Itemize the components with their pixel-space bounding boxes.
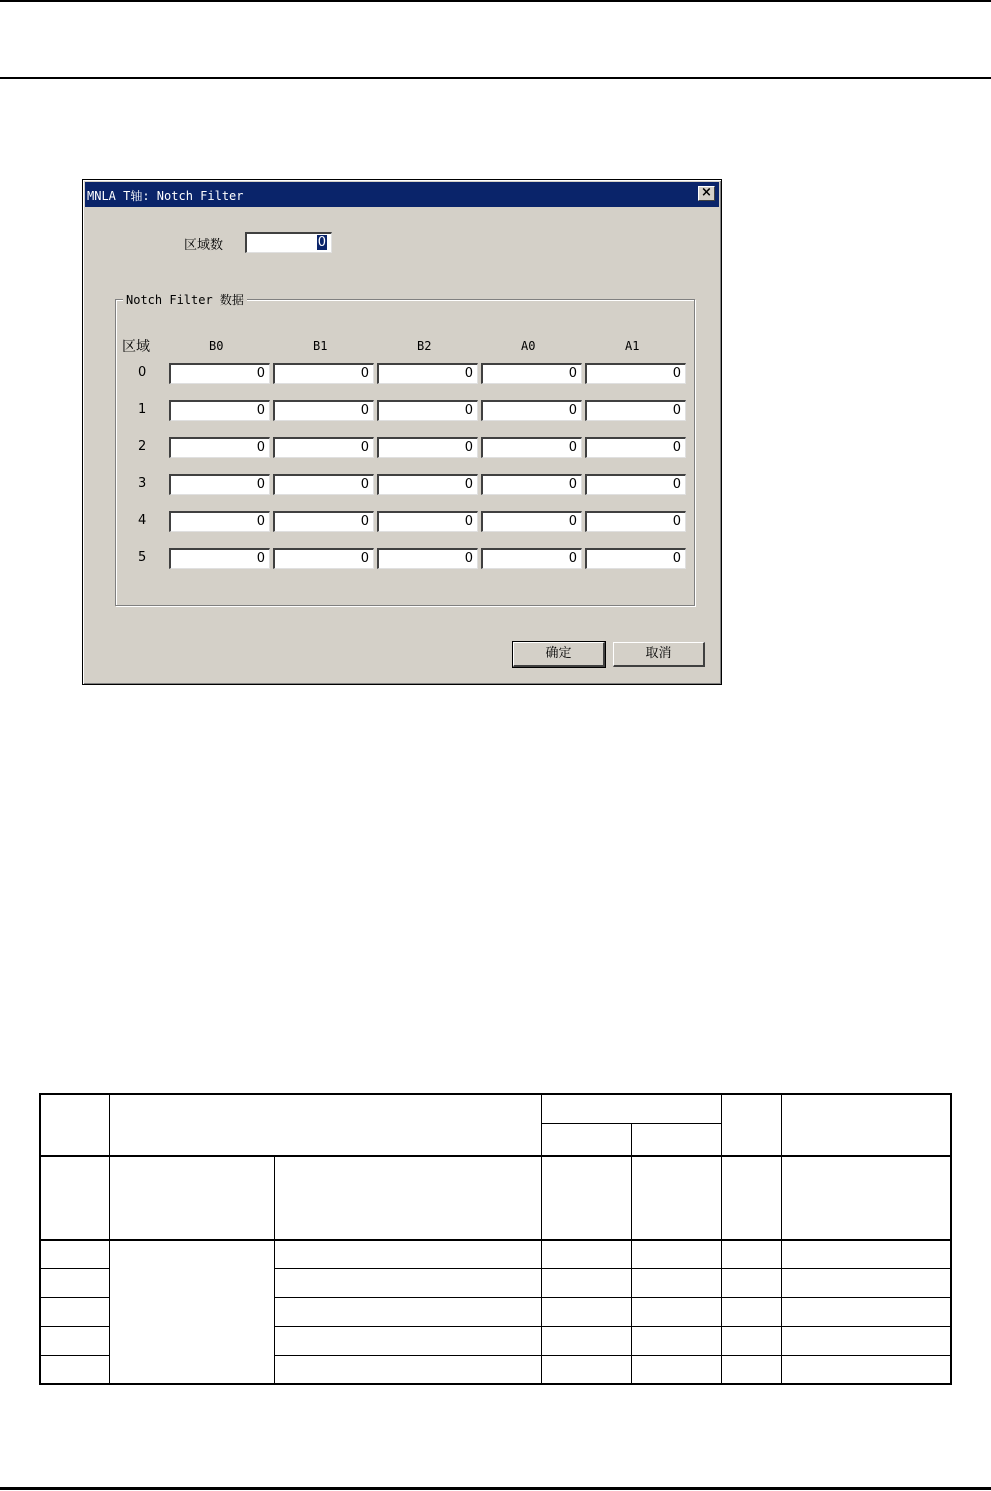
coef-input-a0[interactable]: 0: [481, 548, 582, 569]
header-rule: [0, 77, 991, 79]
row-label: 1: [138, 402, 147, 417]
close-icon[interactable]: ×: [698, 186, 715, 201]
table-grid-line: [631, 1123, 632, 1385]
coef-input-a0[interactable]: 0: [481, 474, 582, 495]
coef-input-a1[interactable]: 0: [585, 511, 686, 532]
area-count-input[interactable]: [245, 232, 332, 253]
coef-input-b0[interactable]: 0: [169, 511, 270, 532]
coef-input-b0[interactable]: 0: [169, 363, 270, 384]
row-label: 4: [138, 513, 147, 528]
row-label: 3: [138, 476, 147, 491]
footer-rule: [0, 1487, 991, 1490]
area-count-label: 区域数: [184, 238, 224, 253]
coef-input-b1[interactable]: 0: [273, 548, 374, 569]
coef-input-b2[interactable]: 0: [377, 474, 478, 495]
coef-input-b0[interactable]: 0: [169, 400, 270, 421]
coef-input-a0[interactable]: 0: [481, 437, 582, 458]
coef-input-a1[interactable]: 0: [585, 400, 686, 421]
table-grid-line: [39, 1268, 110, 1269]
cancel-button[interactable]: 取消: [613, 642, 705, 667]
coef-input-a1[interactable]: 0: [585, 548, 686, 569]
coef-input-a1[interactable]: 0: [585, 474, 686, 495]
ok-button[interactable]: 确定: [513, 642, 605, 667]
column-header-b2: B2: [417, 339, 432, 353]
coef-input-b2[interactable]: 0: [377, 363, 478, 384]
coef-input-a1[interactable]: 0: [585, 363, 686, 384]
coef-input-a0[interactable]: 0: [481, 511, 582, 532]
table-grid-line: [274, 1268, 952, 1269]
coef-input-b1[interactable]: 0: [273, 400, 374, 421]
coef-input-b2[interactable]: 0: [377, 400, 478, 421]
table-grid-line: [39, 1355, 110, 1356]
coef-input-b0[interactable]: 0: [169, 437, 270, 458]
coef-input-b2[interactable]: 0: [377, 437, 478, 458]
row-label: 2: [138, 439, 147, 454]
spec-table: [39, 1093, 952, 1385]
table-grid-line: [39, 1326, 110, 1327]
table-grid-line: [541, 1123, 721, 1124]
coef-input-b2[interactable]: 0: [377, 548, 478, 569]
coef-input-a1[interactable]: 0: [585, 437, 686, 458]
coef-input-b0[interactable]: 0: [169, 548, 270, 569]
column-header-b0: B0: [209, 339, 224, 353]
table-grid-line: [39, 1383, 952, 1385]
row-label: 5: [138, 550, 147, 565]
table-grid-line: [39, 1093, 952, 1095]
coef-input-b0[interactable]: 0: [169, 474, 270, 495]
dialog-title: MNLA T轴: Notch Filter: [87, 189, 244, 203]
groupbox-title: Notch Filter 数据: [123, 291, 247, 308]
area-count-value: 0: [317, 235, 326, 250]
dialog-titlebar[interactable]: [85, 182, 719, 207]
table-grid-line: [39, 1155, 952, 1157]
table-grid-line: [274, 1355, 952, 1356]
table-grid-line: [274, 1326, 952, 1327]
notch-filter-dialog: [82, 179, 722, 685]
coef-input-b2[interactable]: 0: [377, 511, 478, 532]
column-header-a0: A0: [521, 339, 536, 353]
row-label: 0: [138, 365, 147, 380]
table-grid-line: [39, 1297, 110, 1298]
table-grid-line: [274, 1297, 952, 1298]
table-grid-line: [39, 1239, 952, 1241]
coef-input-a0[interactable]: 0: [481, 363, 582, 384]
coef-input-b1[interactable]: 0: [273, 437, 374, 458]
header-rule-top: [0, 0, 991, 2]
coef-input-b1[interactable]: 0: [273, 511, 374, 532]
coef-input-b1[interactable]: 0: [273, 474, 374, 495]
column-header-b1: B1: [313, 339, 328, 353]
row-header: 区域: [122, 339, 150, 355]
column-header-a1: A1: [625, 339, 640, 353]
coef-input-a0[interactable]: 0: [481, 400, 582, 421]
table-grid-line: [274, 1155, 275, 1385]
coef-input-b1[interactable]: 0: [273, 363, 374, 384]
